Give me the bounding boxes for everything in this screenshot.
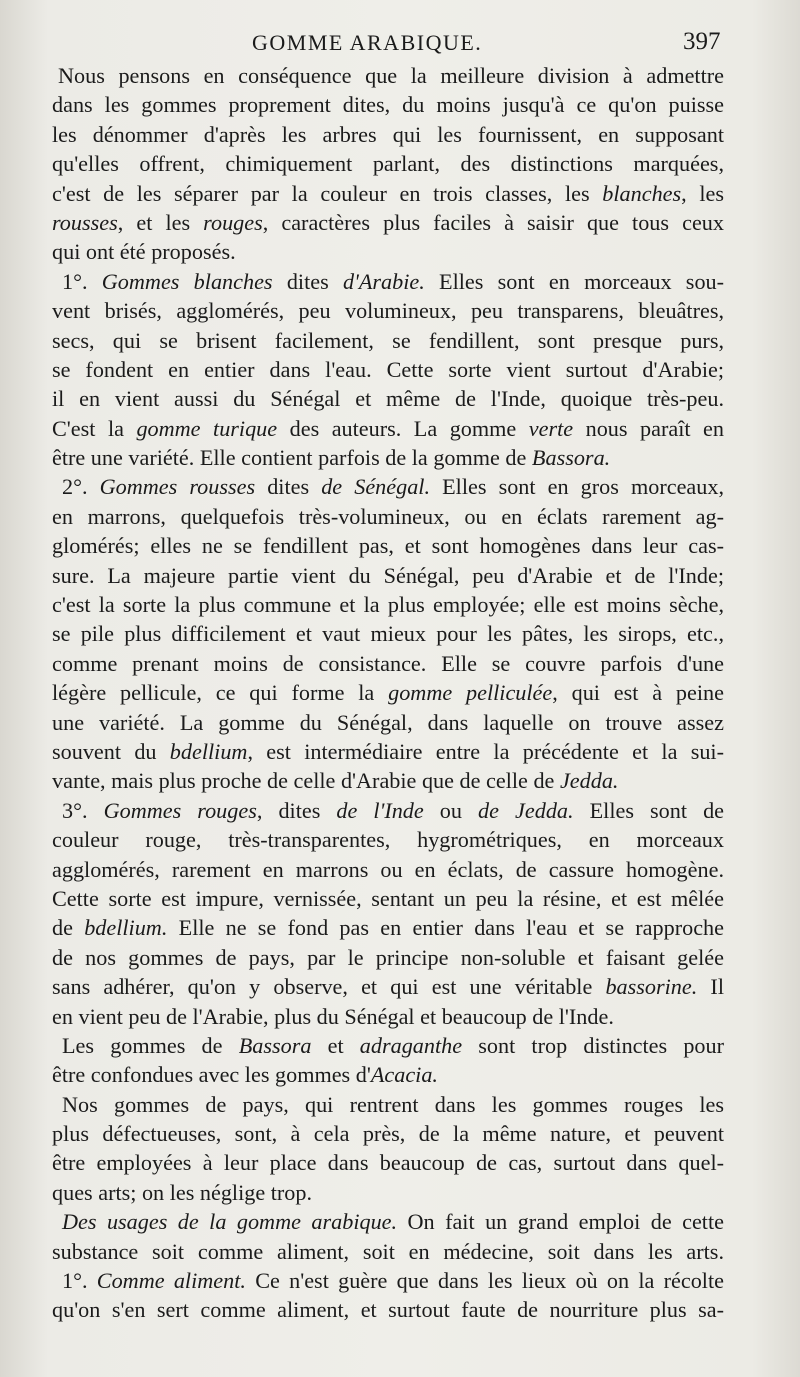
text-run: en marrons, quelquefois très-volumineux, ou en éclats rarement ag- [52, 503, 724, 529]
text-run: être une variété. Elle contient parfois de la gomme de [52, 445, 532, 471]
text-run: ou [423, 797, 479, 823]
italic-text: verte [528, 415, 574, 441]
italic-text: Gommes blanches [101, 268, 273, 294]
italic-text: rousses [52, 209, 118, 235]
text-run: c'est la sorte la plus commune et la plus employée; elle est moins sèche, [52, 592, 724, 618]
italic-text: bassorine. [605, 974, 698, 1000]
italic-text: blanches [602, 180, 682, 206]
italic-text: gomme turique [136, 415, 278, 441]
text-line [52, 355, 724, 384]
text-line [52, 326, 724, 355]
text-run: il en vient aussi du Sénégal et même de l'Inde, quoique très-peu. [52, 386, 724, 412]
text-run: , les [681, 180, 724, 206]
text-line [52, 61, 724, 90]
text-run: souvent du [52, 738, 170, 764]
text-line [52, 531, 724, 560]
text-run: glomérés; elles ne se fendillent pas, et sont homogènes dans leur cas- [52, 533, 724, 559]
text-line [52, 561, 724, 590]
text-line [52, 1178, 724, 1207]
text-run: des auteurs. La gomme [277, 415, 529, 441]
text-run: secs, qui se brisent facilement, se fendillent, sont presque purs, [52, 327, 724, 353]
text-run: Elles sont de [573, 797, 725, 823]
italic-text: Comme aliment. [96, 1268, 246, 1294]
text-run: de nos gommes de pays, par le principe non-soluble et faisant gelée [52, 944, 724, 970]
text-line [52, 502, 724, 531]
text-run: C'est la [52, 415, 137, 441]
text-run: Elles sont en morceaux sou- [424, 268, 725, 294]
text-run: Nos gommes de pays, qui rentrent dans les gommes rouges les [62, 1091, 724, 1117]
running-head [0, 26, 800, 60]
text-run: et [311, 1032, 360, 1058]
text-run: vante, mais plus proche de celle d'Arabie que de celle de [52, 768, 560, 794]
text-run: qu'elles offrent, chimiquement parlant, des distinctions marquées, [52, 151, 724, 177]
text-line [52, 267, 724, 296]
text-line [52, 414, 724, 443]
text-line [52, 1002, 724, 1031]
text-run: Cette sorte est impure, vernissée, sentant un peu la résine, et est mêlée [52, 885, 724, 911]
text-run: , caractères plus faciles à saisir que tous ceux [262, 209, 724, 235]
text-run: , dites [256, 797, 337, 823]
italic-text: bdellium [169, 738, 248, 764]
text-run: substance soit comme aliment, soit en médecine, soit dans les arts. [52, 1238, 724, 1264]
text-line [52, 384, 724, 413]
italic-text: d'Arabie. [342, 268, 425, 294]
text-line [52, 796, 724, 825]
text-line [52, 1060, 724, 1089]
text-line [52, 1207, 724, 1236]
text-line [52, 443, 724, 472]
text-run: Ce n'est guère que dans les lieux où on la récolte [245, 1268, 724, 1294]
italic-text: Des usages de la gomme arabique. [62, 1209, 398, 1235]
text-line [52, 825, 724, 854]
text-line [52, 884, 724, 913]
running-title: GOMME ARABIQUE. [252, 30, 483, 55]
italic-text: Jedda. [559, 768, 619, 794]
text-line [52, 472, 724, 501]
text-run: Il [697, 974, 724, 1000]
text-run: , qui est à peine [552, 680, 724, 706]
italic-text: Bassora. [531, 445, 611, 471]
italic-text: de Jedda. [478, 797, 574, 823]
page-number: 397 [683, 28, 721, 55]
text-line [52, 1266, 724, 1295]
body-text [52, 61, 724, 1325]
text-run: 1°. [62, 1268, 97, 1294]
text-run: qu'on s'en sert comme aliment, et surtout faute de nourriture plus sa- [52, 1297, 724, 1323]
text-run: être confondues avec les gommes d' [52, 1062, 371, 1088]
text-run: comme prenant moins de consistance. Elle se couvre parfois d'une [52, 650, 724, 676]
text-run: de [52, 915, 85, 941]
text-line [52, 90, 724, 119]
text-line [52, 737, 724, 766]
text-run: agglomérés, rarement en marrons ou en éclats, de cassure homogène. [52, 856, 724, 882]
text-line [52, 120, 724, 149]
text-run: c'est de les séparer par la couleur en trois classes, les [52, 180, 603, 206]
text-line [52, 237, 724, 266]
text-run: dites [272, 268, 343, 294]
text-run: sans adhérer, qu'on y observe, et qui est une véritable [52, 974, 606, 1000]
text-run: se fondent en entier dans l'eau. Cette sorte vient surtout d'Arabie; [52, 356, 724, 382]
text-line [52, 855, 724, 884]
text-run: On fait un grand emploi de cette [397, 1209, 724, 1235]
text-line [52, 208, 724, 237]
text-run: dans les gommes proprement dites, du moins jusqu'à ce qu'on puisse [52, 92, 724, 118]
text-run: ques arts; on les néglige trop. [52, 1179, 313, 1205]
text-line [52, 649, 724, 678]
italic-text: Bassora [238, 1032, 312, 1058]
text-run: , est intermédiaire entre la précédente et la sui- [247, 738, 724, 764]
italic-text: Gommes rouges [103, 797, 257, 823]
text-run: les dénommer d'après les arbres qui les fournissent, en supposant [52, 121, 724, 147]
italic-text: rouges [203, 209, 263, 235]
text-line [52, 1119, 724, 1148]
text-line [52, 1295, 724, 1324]
italic-text: de l'Inde [336, 797, 424, 823]
text-run: dites [255, 474, 322, 500]
text-run: Les gommes de [62, 1032, 239, 1058]
text-run: couleur rouge, très-transparentes, hygrométriques, en morceaux [52, 827, 724, 853]
text-run: 3°. [62, 797, 104, 823]
text-run: Nous pensons en conséquence que la meilleure division à admettre [58, 63, 724, 88]
text-run: une variété. La gomme du Sénégal, dans laquelle on trouve assez [52, 709, 724, 735]
italic-text: bdellium. [84, 915, 168, 941]
italic-text: de Sénégal. [321, 474, 431, 500]
text-run: Elles sont en gros morceaux, [430, 474, 725, 500]
text-line [52, 1031, 724, 1060]
text-run: vent brisés, agglomérés, peu volumineux, peu transparens, bleuâtres, [52, 298, 724, 324]
text-run: nous paraît en [573, 415, 724, 441]
text-line [52, 1148, 724, 1177]
text-line [52, 678, 724, 707]
text-run: plus défectueuses, sont, à cela près, de la même nature, et peuvent [52, 1121, 724, 1147]
text-line [52, 149, 724, 178]
text-line [52, 766, 724, 795]
text-line [52, 708, 724, 737]
text-run: légère pellicule, ce qui forme la [52, 680, 389, 706]
text-run: 2°. [62, 474, 100, 500]
text-run: sont trop distinctes pour [462, 1032, 724, 1058]
text-line [52, 619, 724, 648]
text-run: , et les [117, 209, 204, 235]
text-run: sure. La majeure partie vient du Sénégal, peu d'Arabie et de l'Inde; [52, 562, 724, 588]
text-line [52, 590, 724, 619]
text-run: 1°. [62, 268, 102, 294]
text-line [52, 943, 724, 972]
text-line [52, 296, 724, 325]
text-line [52, 913, 724, 942]
italic-text: Acacia. [370, 1062, 438, 1088]
text-line [52, 972, 724, 1001]
text-line [52, 1090, 724, 1119]
text-run: se pile plus difficilement et vaut mieux pour les pâtes, les sirops, etc., [52, 621, 724, 647]
italic-text: Gommes rousses [99, 474, 256, 500]
text-run: qui ont été proposés. [52, 239, 236, 265]
text-line [52, 179, 724, 208]
text-run: être employées à leur place dans beaucoup de cas, surtout dans quel- [52, 1150, 724, 1176]
text-line [52, 1237, 724, 1266]
text-run: Elle ne se fond pas en entier dans l'eau et se rapproche [167, 915, 724, 941]
italic-text: gomme pelliculée [388, 680, 553, 706]
text-run: en vient peu de l'Arabie, plus du Sénégal et beaucoup de l'Inde. [52, 1003, 614, 1029]
italic-text: adraganthe [359, 1032, 463, 1058]
